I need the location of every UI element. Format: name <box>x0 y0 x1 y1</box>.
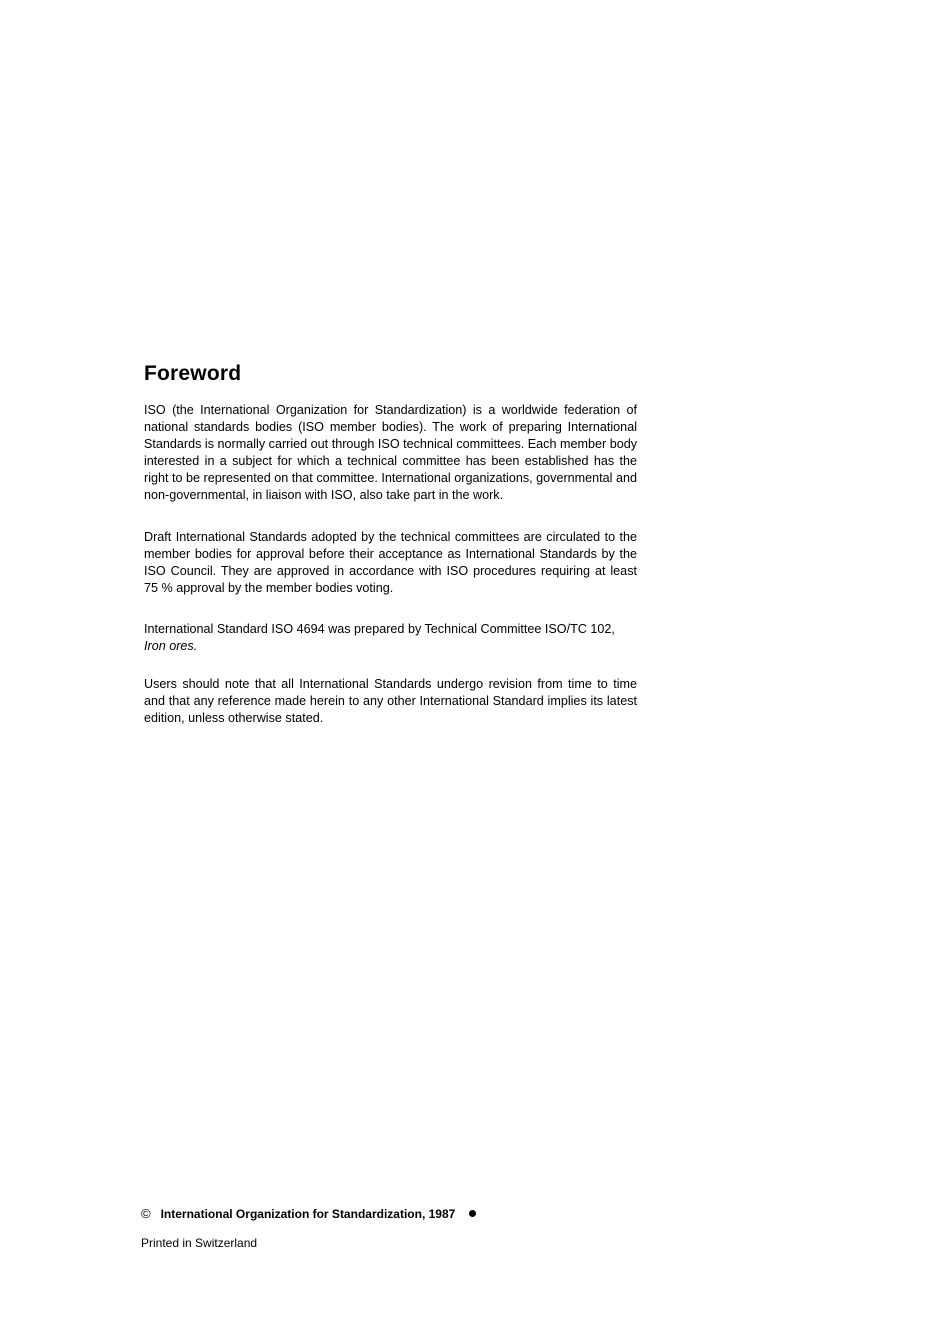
bullet-icon <box>469 1210 476 1217</box>
foreword-paragraph-3-text: International Standard ISO 4694 was prepared by Technical Committee ISO/TC 102, <box>144 622 615 636</box>
page-title: Foreword <box>144 362 242 385</box>
copyright-text: International Organization for Standardization, 1987 <box>160 1207 456 1221</box>
copyright-line <box>141 1206 476 1221</box>
committee-title: Iron ores. <box>144 639 198 653</box>
foreword-paragraph-3 <box>144 621 637 655</box>
copyright-icon: © <box>141 1206 151 1221</box>
printed-in-text: Printed in Switzerland <box>141 1236 258 1250</box>
foreword-paragraph-4: Users should note that all International Standards undergo revision from time to time and that any reference made herein to any other International Standard implies its latest edition, unless otherwise stated. <box>144 677 637 725</box>
foreword-paragraph-2: Draft International Standards adopted by the technical committees are circulated to the member bodies for approval before their acceptance as International Standards by the ISO Council. They are approved in accordance with ISO procedures requiring at least 75 % approval by the member bodies voting. <box>144 530 637 595</box>
foreword-paragraph-1: ISO (the International Organization for Standardization) is a worldwide federation of national standards bodies (ISO member bodies). The work of preparing International Standards is normally carried out through ISO technical committees. Each member body interested in a subject for which a technical committee has been established has the right to be represented on that committee. International organizations, governmental and non-governmental, in liaison with ISO, also take part in the work. <box>144 403 637 502</box>
